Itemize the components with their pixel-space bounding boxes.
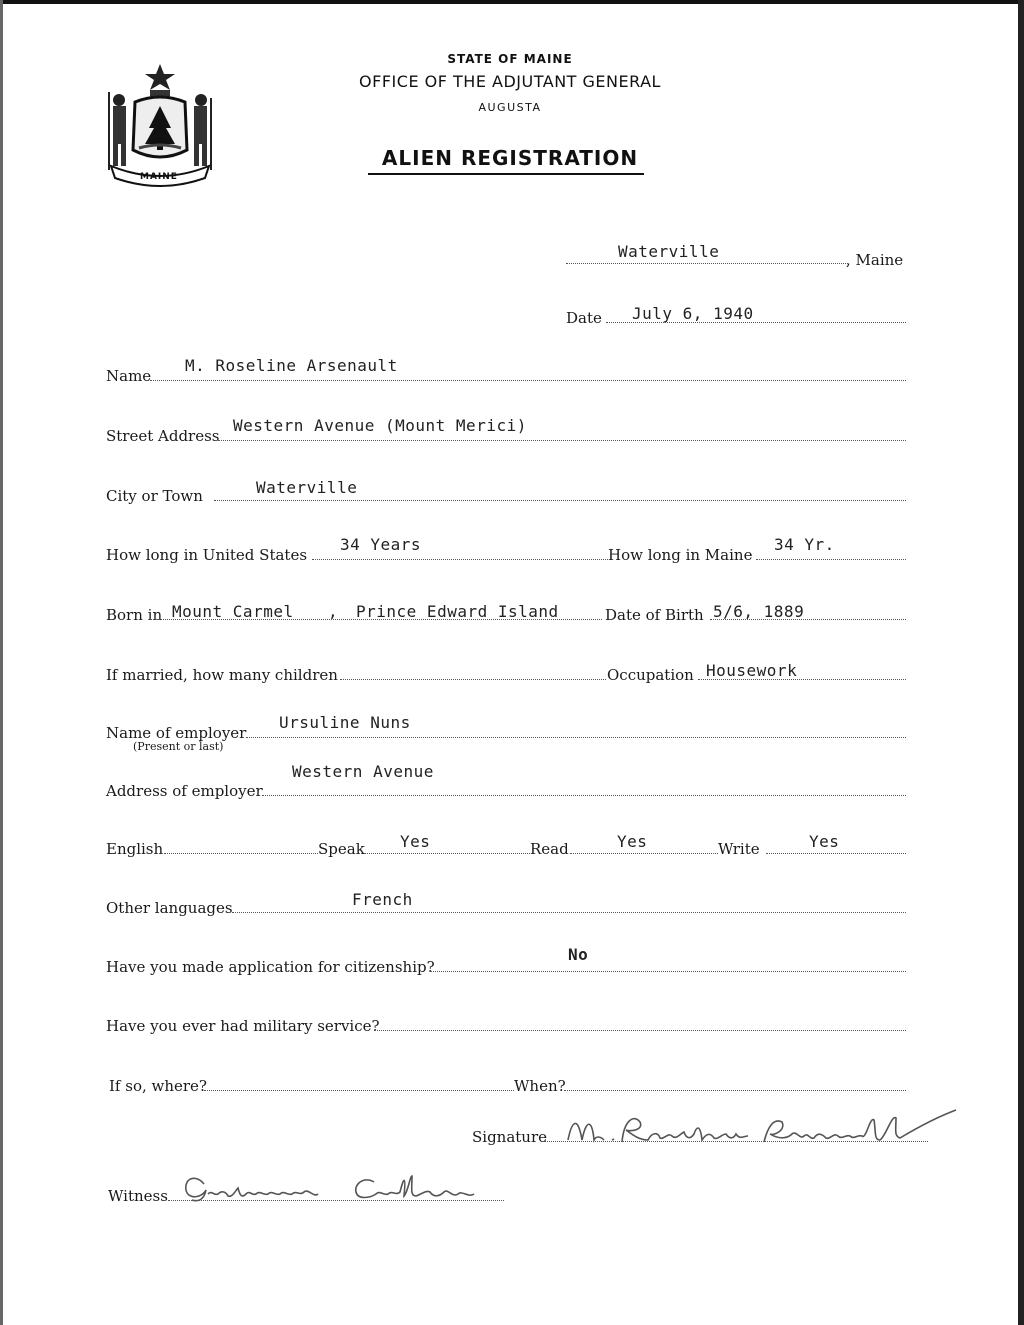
speak-line xyxy=(364,853,530,854)
write-line xyxy=(766,853,906,854)
citizenship-line xyxy=(430,971,906,972)
header-office: OFFICE OF THE ADJUTANT GENERAL xyxy=(359,72,661,91)
date-of-birth-value: 5/6, 1889 xyxy=(713,602,805,621)
when-line xyxy=(564,1090,906,1091)
city-value: Waterville xyxy=(256,478,358,497)
place-value: Waterville xyxy=(618,242,720,261)
when-label: When? xyxy=(514,1077,566,1095)
occupation-label: Occupation xyxy=(607,666,694,684)
date-label: Date xyxy=(566,309,602,327)
born-in-province-value: Prince Edward Island xyxy=(356,602,559,621)
date-line xyxy=(606,322,906,323)
military-line xyxy=(374,1030,906,1031)
scan-border-top xyxy=(0,0,1024,4)
where-line xyxy=(204,1090,514,1091)
header-city: AUGUSTA xyxy=(478,101,542,114)
maine-label: , Maine xyxy=(846,251,904,269)
occupation-value: Housework xyxy=(706,661,798,680)
children-label: If married, how many children xyxy=(106,666,338,684)
how-long-us-value: 34 Years xyxy=(340,535,422,554)
speak-label: Speak xyxy=(318,840,365,858)
read-line xyxy=(570,853,718,854)
citizenship-label: Have you made application for citizenship? xyxy=(106,958,435,976)
scan-border-right xyxy=(1018,0,1024,1325)
other-languages-label: Other languages xyxy=(106,899,233,917)
military-label: Have you ever had military service? xyxy=(106,1017,380,1035)
employer-line xyxy=(246,737,906,738)
employer-value: Ursuline Nuns xyxy=(279,713,411,732)
city-label: City or Town xyxy=(106,487,203,505)
date-of-birth-label: Date of Birth xyxy=(605,606,704,624)
employer-address-label: Address of employer xyxy=(106,782,263,800)
city-line xyxy=(214,500,906,501)
employer-note: (Present or last) xyxy=(133,740,224,753)
employer-address-value: Western Avenue xyxy=(292,762,434,781)
scan-border-left xyxy=(0,0,3,1325)
how-long-maine-line xyxy=(756,559,906,560)
read-label: Read xyxy=(530,840,569,858)
witness-label: Witness xyxy=(108,1187,168,1205)
born-in-place-value: Mount Carmel xyxy=(172,602,294,621)
employer-address-line xyxy=(262,795,906,796)
signature-label: Signature xyxy=(472,1128,548,1146)
speak-value: Yes xyxy=(400,832,431,851)
employer-label: Name of employer xyxy=(106,724,247,742)
street-line xyxy=(218,440,906,441)
how-long-us-label: How long in United States xyxy=(106,546,308,564)
state-seal-icon xyxy=(105,62,215,187)
seal-text: MAINE xyxy=(140,172,178,182)
citizenship-value: No xyxy=(568,945,589,964)
date-of-birth-line xyxy=(710,619,906,620)
other-languages-line xyxy=(232,912,906,913)
occupation-line xyxy=(698,679,906,680)
name-label: Name xyxy=(106,367,152,385)
name-line xyxy=(150,380,906,381)
place-line xyxy=(566,263,848,264)
children-line xyxy=(340,679,606,680)
date-value: July 6, 1940 xyxy=(632,304,754,323)
signature-handwriting xyxy=(560,1106,960,1152)
how-long-maine-label: How long in Maine xyxy=(608,546,753,564)
where-label: If so, where? xyxy=(109,1077,207,1095)
write-label: Write xyxy=(718,840,760,858)
street-label: Street Address xyxy=(106,427,220,445)
born-in-label: Born in xyxy=(106,606,163,624)
street-value: Western Avenue (Mount Merici) xyxy=(233,416,527,435)
english-label: English xyxy=(106,840,164,858)
how-long-us-line xyxy=(312,559,608,560)
born-in-line xyxy=(150,619,602,620)
write-value: Yes xyxy=(809,832,840,851)
title-underline xyxy=(368,173,644,175)
header-state: STATE OF MAINE xyxy=(447,52,573,66)
read-value: Yes xyxy=(617,832,648,851)
witness-signature-handwriting xyxy=(178,1168,498,1206)
english-line xyxy=(164,853,318,854)
other-languages-value: French xyxy=(352,890,413,909)
how-long-maine-value: 34 Yr. xyxy=(774,535,835,554)
born-in-separator: , xyxy=(328,602,339,621)
name-value: M. Roseline Arsenault xyxy=(185,356,398,375)
form-title: ALIEN REGISTRATION xyxy=(381,146,639,170)
